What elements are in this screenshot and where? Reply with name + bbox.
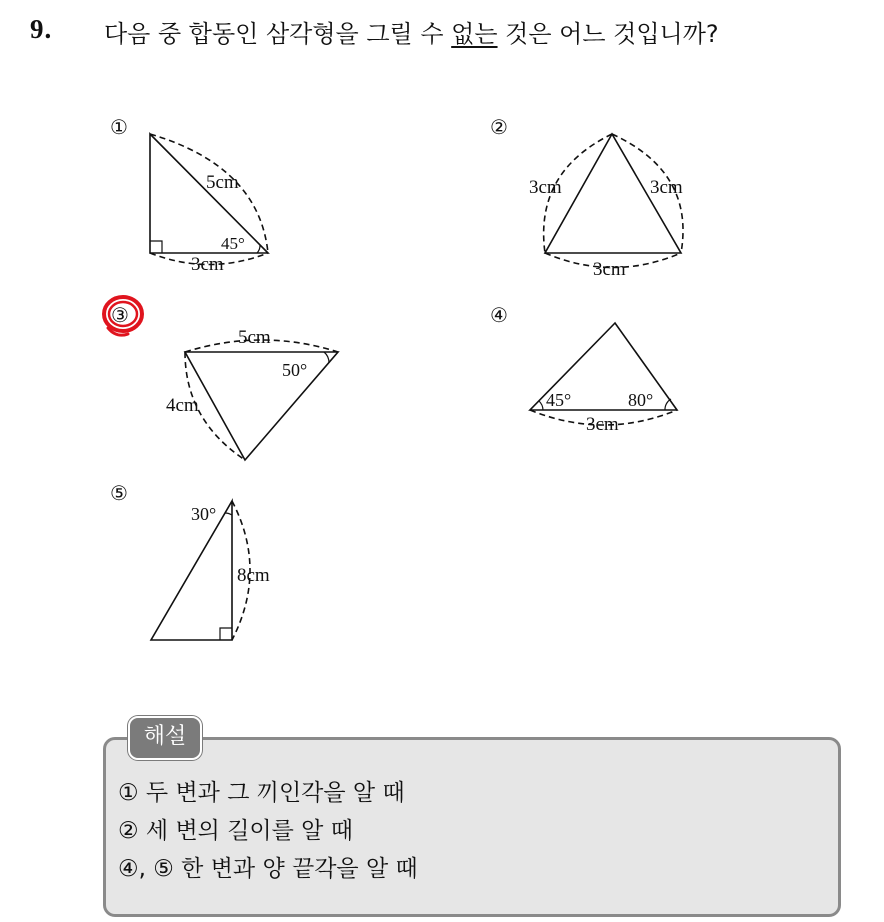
figure-3-angle-arc — [324, 352, 329, 363]
figure-2-label-right: 3cm — [650, 177, 683, 198]
figure-3-marker: ③ — [111, 305, 129, 327]
figure-1-marker: ① — [110, 117, 128, 139]
explanation-line-3: ④, ⑤ 한 변과 양 끝각을 알 때 — [118, 856, 418, 882]
question-number: 9. — [30, 14, 53, 44]
figure-2-label-base: 3cm — [593, 259, 626, 280]
question-text-after: 것은 어느 것입니까? — [497, 20, 719, 48]
figure-1-label-base: 3cm — [191, 254, 224, 275]
figure-1-label-hypotenuse: 5cm — [206, 172, 239, 193]
figure-4-label-right-angle: 80° — [628, 390, 654, 410]
figure-3-triangle — [185, 352, 338, 460]
figure-4-label-base: 3cm — [586, 414, 619, 435]
figure-3-label-top: 5cm — [238, 327, 271, 348]
figure-1-label-angle: 45° — [221, 234, 245, 253]
figure-3-label-left: 4cm — [166, 395, 199, 416]
figure-4-marker: ④ — [490, 305, 508, 327]
figure-2 — [544, 134, 683, 268]
figure-1-triangle — [150, 134, 268, 253]
explanation-line-2: ② 세 변의 길이를 알 때 — [118, 818, 353, 844]
figure-5-label-height: 8cm — [237, 565, 270, 586]
figure-4-left-angle-arc — [539, 401, 543, 410]
figure-3-label-angle: 50° — [282, 360, 308, 380]
figure-4-label-left-angle: 45° — [546, 390, 572, 410]
figure-5-right-angle-mark — [220, 628, 232, 640]
figure-5-marker: ⑤ — [110, 483, 128, 505]
figure-2-label-left: 3cm — [529, 177, 562, 198]
explanation-line-1: ① 두 변과 그 끼인각을 알 때 — [118, 780, 405, 806]
figure-3 — [185, 340, 338, 460]
figure-5-angle-arc — [225, 513, 232, 515]
figure-1-right-angle-mark — [150, 241, 162, 253]
explanation-badge: 해설 — [128, 716, 202, 760]
question-text-underlined: 없는 — [451, 20, 498, 48]
figure-1 — [150, 134, 268, 265]
figure-1-angle-arc — [257, 245, 260, 253]
question-text-before: 다음 중 합동인 삼각형을 그릴 수 — [104, 20, 452, 48]
figure-2-marker: ② — [490, 117, 508, 139]
figure-5-label-angle: 30° — [191, 504, 217, 524]
